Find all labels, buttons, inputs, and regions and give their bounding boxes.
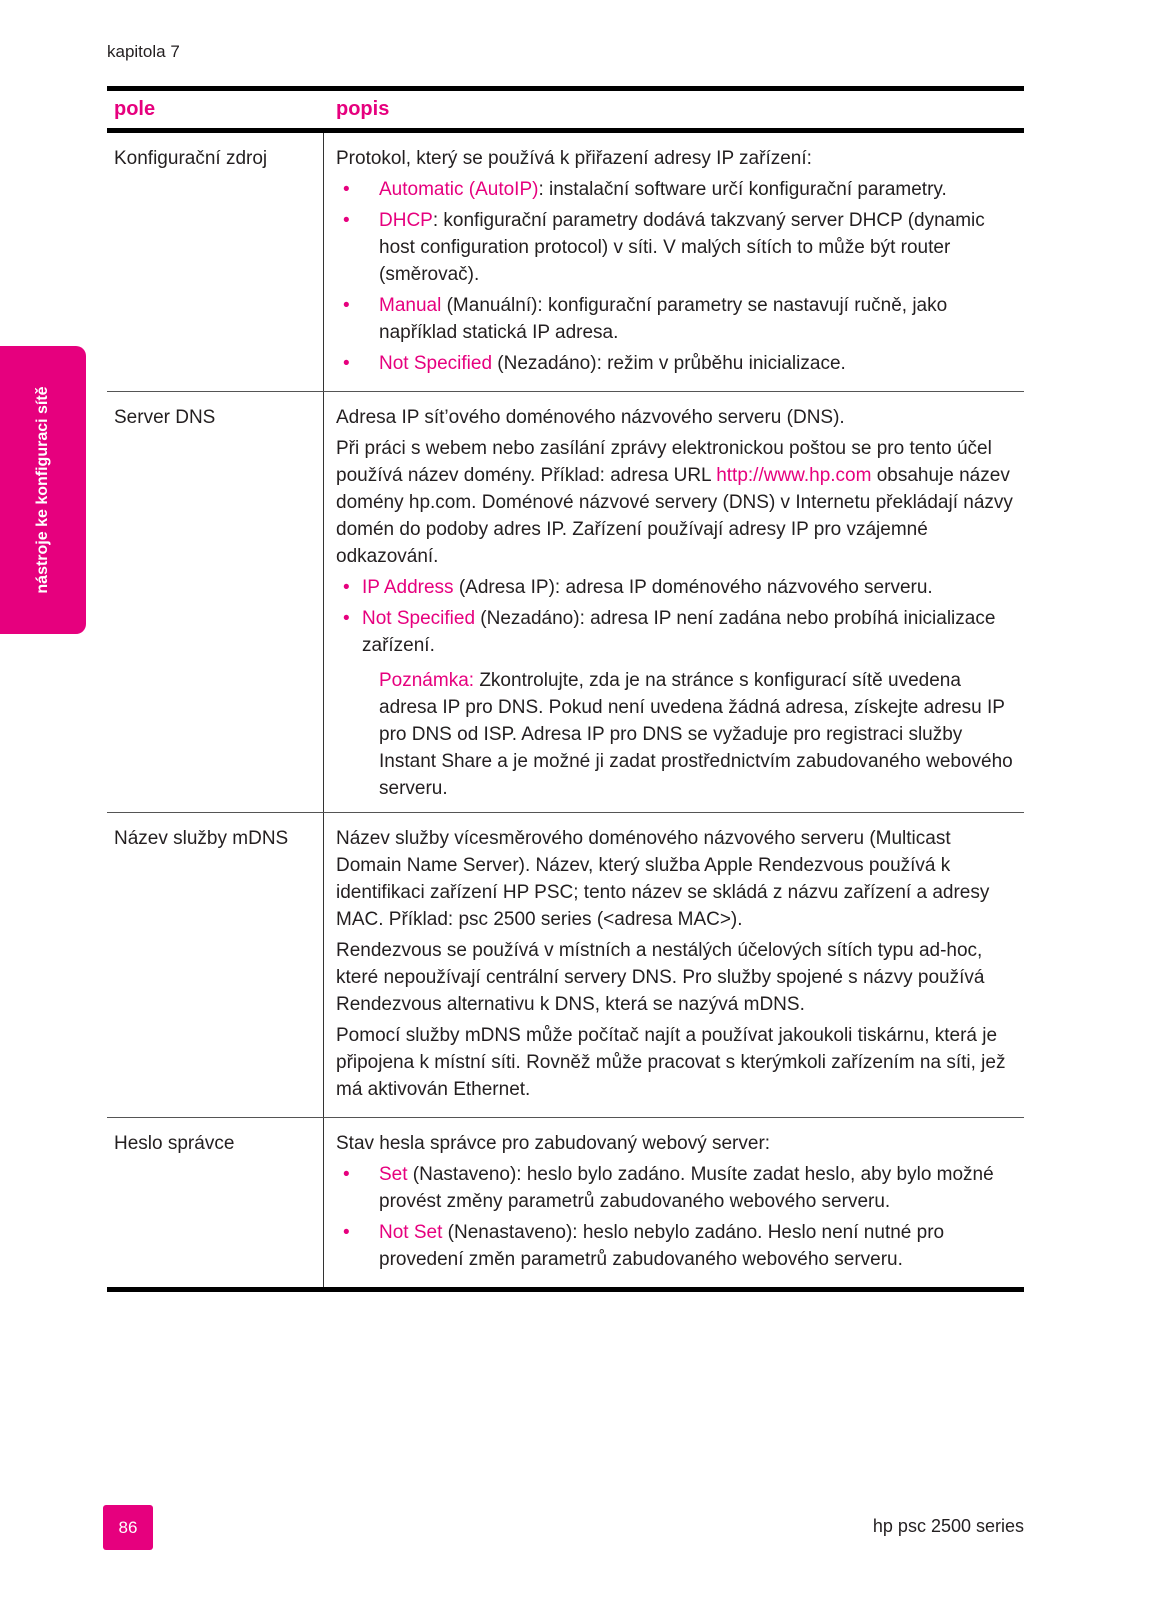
- product-name: hp psc 2500 series: [872, 1516, 1024, 1536]
- note-text: Zkontrolujte, zda je na stránce s konfigurací sítě uvedena adresa IP pro DNS. Pokud není uvedena žádná adresa, získejte adresu IP pro DNS od ISP. Adresa IP pro DNS se vyžaduje pro registraci služby Instant Share a je možné ji zadat prostřednictvím zabudovaného webového serveru.: [379, 670, 1013, 799]
- bullet-item: [336, 207, 1018, 288]
- option-text: (Nezadáno): režim v průběhu inicializace.: [492, 353, 846, 374]
- table-bottom-rule: [107, 1287, 1024, 1292]
- bullet-icon: •: [343, 1164, 350, 1185]
- bullet-item: [336, 292, 1018, 346]
- table-row: [107, 1117, 1024, 1287]
- url-link[interactable]: http://www.hp.com: [716, 465, 872, 486]
- table-header: [107, 91, 1024, 128]
- description-intro: Stav hesla správce pro zabudovaný webový server:: [336, 1133, 771, 1154]
- option-text: (Nastaveno): heslo bylo zadáno. Musíte zadat heslo, aby bylo možné provést změny parametrů zabudovaného webového serveru.: [379, 1164, 994, 1212]
- description-paragraph: Název služby vícesměrového doménového názvového serveru (Multicast Domain Name Server). Název, který služba Apple Rendezvous používá k identifikaci zařízení HP PSC; tento název se skládá z názvu zařízení a adresy MAC. Příklad: psc 2500 series (<adresa MAC>).: [336, 828, 990, 930]
- option-text: : konfigurační parametry dodává takzvaný server DHCP (dynamic host configuration protocol) v síti. V malých sítích to může být router (směrovač).: [379, 210, 985, 285]
- description-paragraph: Pomocí služby mDNS může počítač najít a používat jakoukoli tiskárnu, která je připojena k místní síti. Rovněž může pracovat s kterýmkoli zařízením na síti, jež má aktivován Ethernet.: [336, 1025, 1006, 1100]
- bullet-icon: •: [343, 353, 350, 374]
- bullet-item: [336, 1161, 1018, 1215]
- table-row: [107, 391, 1024, 812]
- option-keyword: Not Specified: [379, 353, 493, 374]
- option-text: (Nezadáno): adresa IP není zadána nebo probíhá inicializace zařízení.: [362, 608, 996, 656]
- bullet-icon: •: [343, 608, 350, 629]
- option-keyword: Not Specified: [362, 608, 476, 629]
- field-description: [324, 133, 1024, 391]
- header-field: pole: [114, 98, 156, 120]
- field-description: [324, 1118, 1024, 1287]
- description-paragraph: Rendezvous se používá v místních a nestálých účelových sítích typu ad-hoc, které nepoužívají centrální servery DNS. Pro služby spojené s názvy používá Rendezvous alternativu k DNS, která se nazývá mDNS.: [336, 940, 985, 1015]
- field-description: [324, 813, 1024, 1117]
- paragraph-text: Při práci s webem nebo zasílání zprávy elektronickou poštou se pro tento účel používá název domény. Příklad: adresa URL: [336, 438, 992, 486]
- option-text: : instalační software určí konfigurační parametry.: [538, 179, 947, 200]
- bullet-icon: •: [343, 210, 350, 231]
- description-intro: Protokol, který se používá k přiřazení adresy IP zařízení:: [336, 148, 812, 169]
- field-description: [324, 392, 1024, 812]
- bullet-item: [336, 574, 1018, 601]
- option-text: (Manuální): konfigurační parametry se nastavují ručně, jako například statická IP adresa.: [379, 295, 948, 343]
- field-name: Konfigurační zdroj: [107, 133, 324, 391]
- paragraph-text: obsahuje název domény hp.com. Doménové názvové servery (DNS) v Internetu překládají názvy domén do podoby adres IP. Zařízení používají adresy IP pro vzájemné odkazování.: [336, 465, 1013, 567]
- bullet-icon: •: [343, 179, 350, 200]
- field-name: Heslo správce: [107, 1118, 324, 1287]
- table-row: [107, 133, 1024, 391]
- bullet-item: [336, 1219, 1018, 1273]
- bullet-icon: •: [343, 577, 350, 598]
- option-keyword: Manual: [379, 295, 442, 316]
- bullet-icon: •: [343, 1222, 350, 1243]
- bullet-item: [336, 350, 1018, 377]
- option-keyword: Set: [379, 1164, 408, 1185]
- option-keyword: DHCP: [379, 210, 433, 231]
- description-paragraph: Adresa IP sít’ového doménového názvového serveru (DNS).: [336, 407, 845, 428]
- chapter-label: kapitola 7: [107, 42, 180, 61]
- side-tab-label: nástroje ke konfiguraci sítě: [34, 386, 51, 594]
- option-keyword: IP Address: [362, 577, 454, 598]
- option-keyword: Not Set: [379, 1222, 443, 1243]
- table-row: [107, 812, 1024, 1117]
- option-text: (Nenastaveno): heslo nebylo zadáno. Heslo není nutné pro provedení změn parametrů zabudovaného webového serveru.: [379, 1222, 945, 1270]
- option-keyword: Automatic (AutoIP): [379, 179, 539, 200]
- page-number: 86: [103, 1505, 153, 1550]
- bullet-icon: •: [343, 295, 350, 316]
- bullet-item: [336, 176, 1018, 203]
- field-description-table: [107, 86, 1024, 1292]
- field-name: Název služby mDNS: [107, 813, 324, 1117]
- section-side-tab: [0, 346, 86, 634]
- field-name: Server DNS: [107, 392, 324, 812]
- note-box: [379, 667, 1018, 802]
- description-paragraph: [336, 435, 1018, 570]
- option-text: (Adresa IP): adresa IP doménového názvového serveru.: [453, 577, 933, 598]
- bullet-item: [336, 605, 1018, 659]
- header-description: popis: [336, 98, 390, 120]
- note-label: Poznámka:: [379, 670, 475, 691]
